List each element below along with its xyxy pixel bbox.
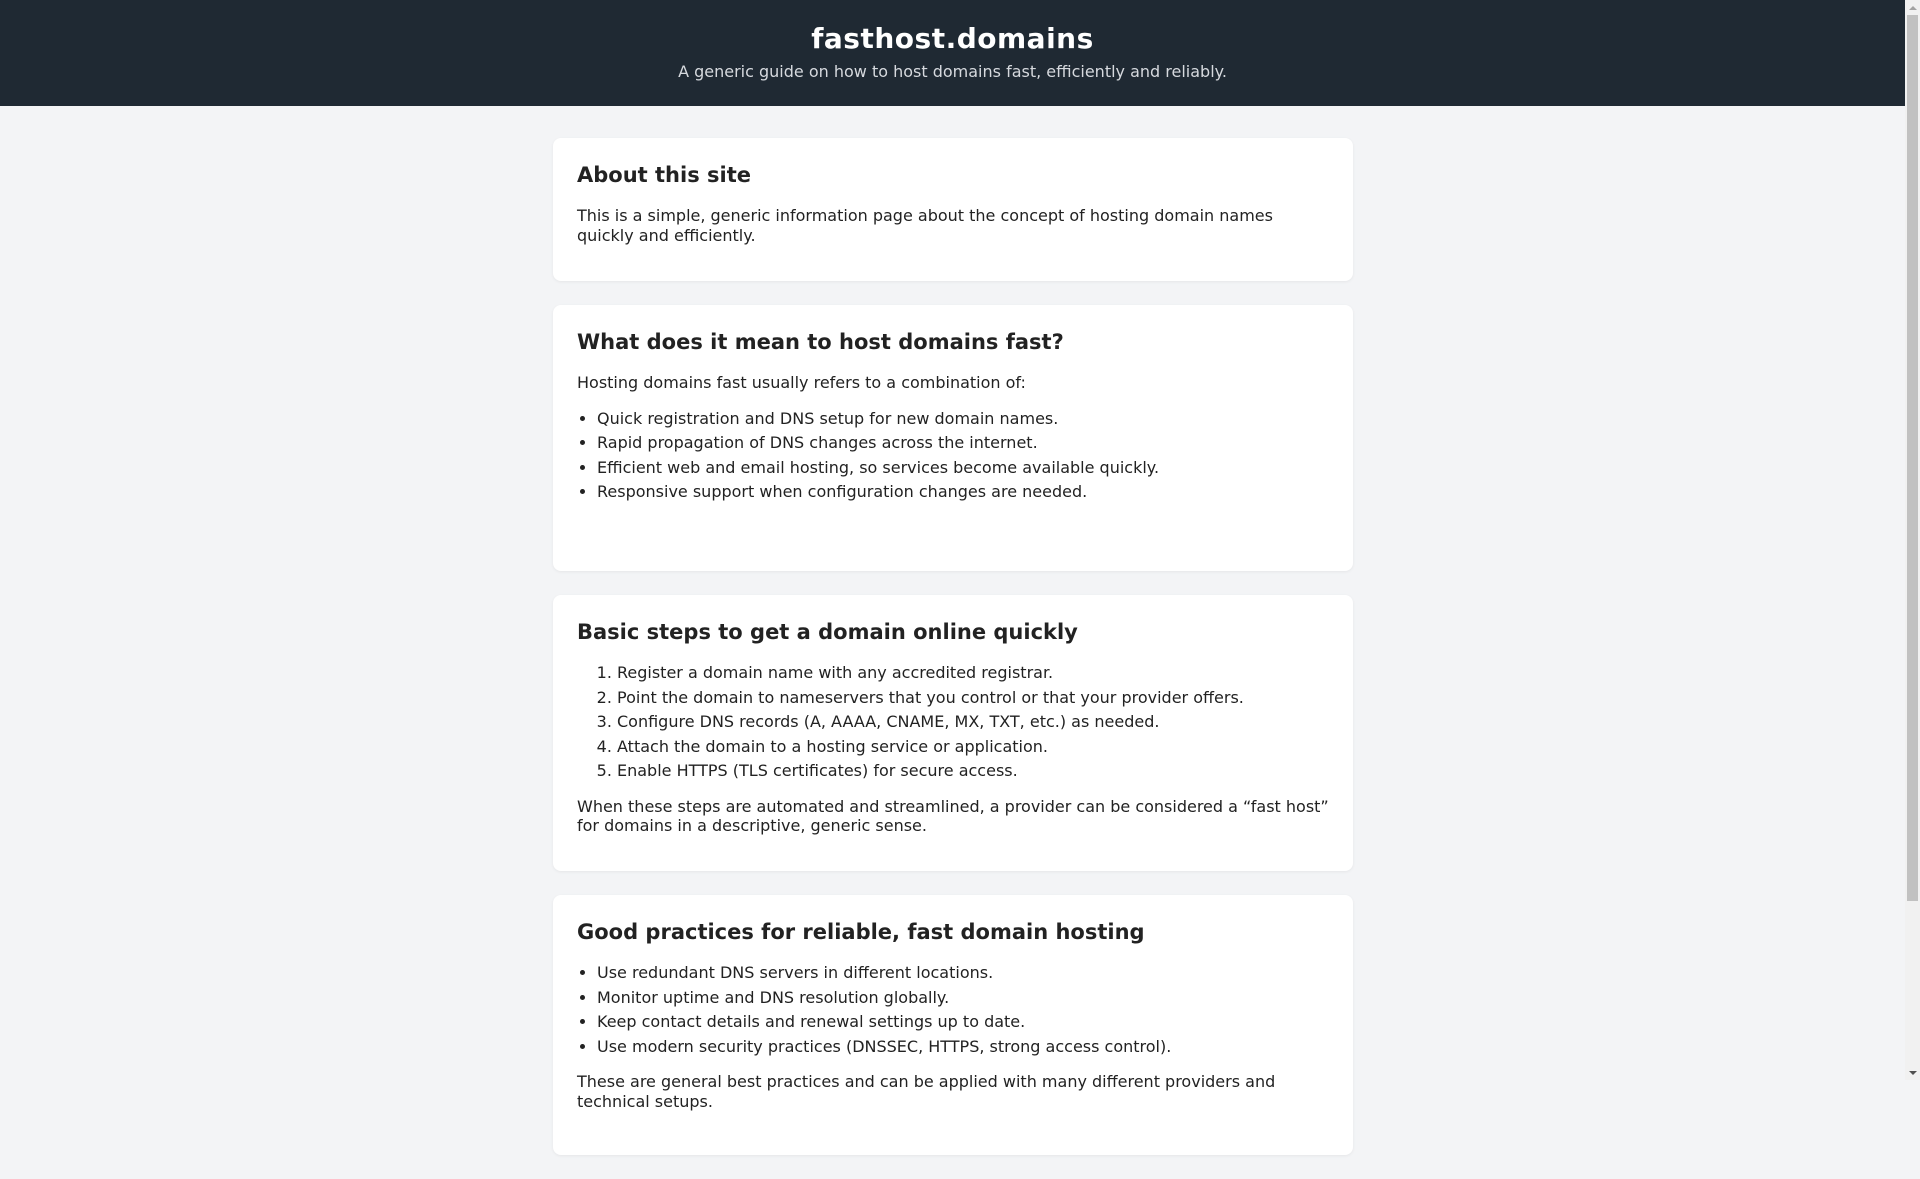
scroll-up-button[interactable] [1905,0,1920,15]
numbered-list [577,663,1329,781]
section-heading: Basic steps to get a domain online quickly [577,620,1078,644]
section-heading: Good practices for reliable, fast domain hosting [577,920,1145,944]
section-what-fast-means [553,305,1353,571]
section-paragraph: This is a simple, generic information page about the concept of hosting domain names quickly and efficiently. [577,206,1273,245]
section-good-practices [553,895,1353,1155]
site-title: fasthost.domains [811,22,1094,55]
main-content [553,138,1353,1179]
site-header [0,0,1905,106]
section-intro: Hosting domains fast usually refers to a combination of: [577,373,1026,392]
list-item: • Efficient web and email hosting, so services become available quickly. [597,458,1329,478]
list-item: • Use redundant DNS servers in different locations. [597,963,1329,983]
section-about [553,138,1353,281]
list-item: 4. Attach the domain to a hosting service or application. [617,737,1329,757]
section-outro: These are general best practices and can be applied with many different providers and technical setups. [577,1072,1276,1111]
list-item: • Quick registration and DNS setup for new domain names. [597,409,1329,429]
list-item: • Rapid propagation of DNS changes across the internet. [597,433,1329,453]
list-item: 3. Configure DNS records (A, AAAA, CNAME, MX, TXT, etc.) as needed. [617,712,1329,732]
list-item: • Responsive support when configuration changes are needed. [597,482,1329,502]
list-item: • Keep contact details and renewal settings up to date. [597,1012,1329,1032]
section-heading: What does it mean to host domains fast? [577,330,1064,354]
bullet-list [577,409,1329,502]
list-item: 2. Point the domain to nameservers that you control or that your provider offers. [617,688,1329,708]
site-tagline: A generic guide on how to host domains fast, efficiently and reliably. [678,62,1227,81]
scroll-down-button[interactable] [1905,1065,1920,1080]
list-item: • Use modern security practices (DNSSEC, HTTPS, strong access control). [597,1037,1329,1057]
list-item: 1. Register a domain name with any accredited registrar. [617,663,1329,683]
arrow-down-icon [1909,1071,1917,1075]
section-heading: About this site [577,163,751,187]
list-item: • Monitor uptime and DNS resolution globally. [597,988,1329,1008]
scrollbar-thumb[interactable] [1907,15,1918,901]
section-outro: When these steps are automated and streamlined, a provider can be considered a “fast host” for domains in a descriptive, generic sense. [577,796,1329,835]
arrow-up-icon [1909,6,1917,10]
section-basic-steps [553,595,1353,871]
vertical-scrollbar[interactable] [1905,0,1920,1080]
bullet-list [577,963,1329,1056]
list-item: 5. Enable HTTPS (TLS certificates) for secure access. [617,761,1329,781]
